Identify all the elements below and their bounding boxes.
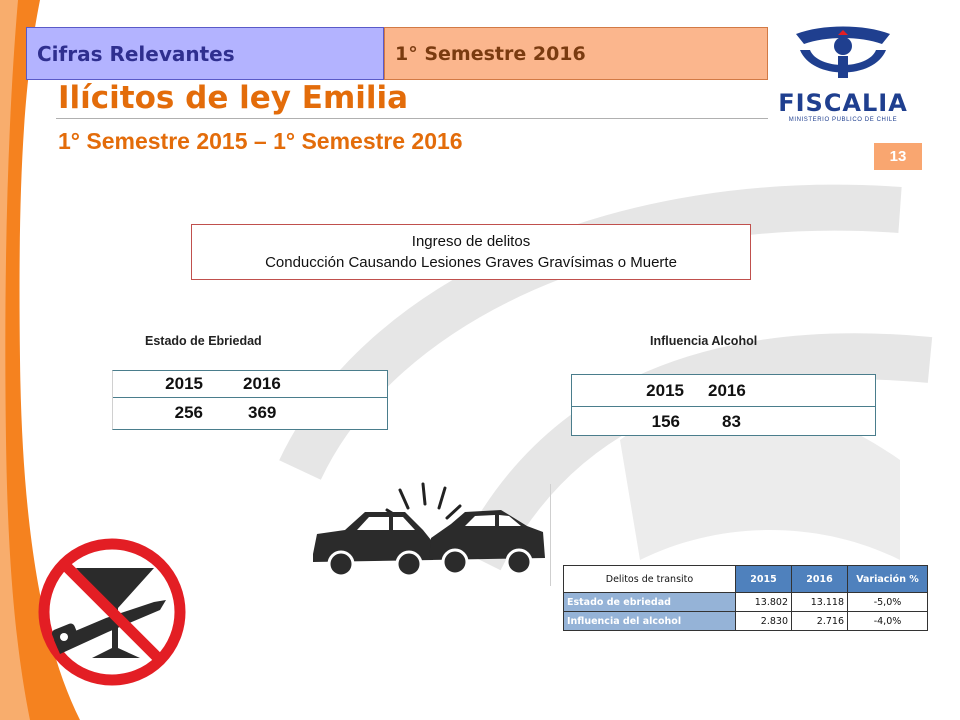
estado-ebriedad-box [112,370,388,430]
table-row [564,612,928,631]
table-header-cell: 2016 [792,566,848,593]
estado-year-2015: 2015 [165,374,203,393]
car-crash-icon [305,482,550,587]
info-box-line2: Conducción Causando Lesiones Graves Gravísimas o Muerte [265,254,677,271]
fiscalia-name: FISCALIA [778,89,908,117]
table-cell: 13.118 [792,593,848,612]
ingreso-delitos-box [191,224,751,280]
table-cell: -5,0% [848,593,928,612]
page-title: Ilícitos de ley Emilia [58,80,409,116]
influencia-alcohol-label: Influencia Alcohol [650,334,758,348]
table-row [564,593,928,612]
table-cell: -4,0% [848,612,928,631]
delitos-transito-table [563,565,928,631]
influencia-year-2015: 2015 [646,380,684,400]
table-cell: 2.830 [736,612,792,631]
influencia-value-2016: 83 [722,411,741,431]
table-row-label: Estado de ebriedad [564,593,736,612]
fiscalia-logo [772,24,914,124]
page-number-badge: 13 [874,143,922,170]
estado-value-2016: 369 [248,403,277,422]
table-cell: 2.716 [792,612,848,631]
title-divider [56,118,768,119]
influencia-alcohol-box [571,374,876,436]
table-row-label: Influencia del alcohol [564,612,736,631]
header-tab-semestre [384,27,768,80]
table-header-cell: Delitos de transito [564,566,736,593]
estado-ebriedad-values [113,398,387,428]
influencia-alcohol-values [572,407,875,436]
table-header-cell: 2015 [736,566,792,593]
table-cell: 13.802 [736,593,792,612]
influencia-year-2016: 2016 [708,380,746,400]
fiscalia-emblem-icon [772,24,914,86]
estado-year-2016: 2016 [243,374,281,393]
table-header-row [564,566,928,593]
table-header-cell: Variación % [848,566,928,593]
header-tab-cifras-label: Cifras Relevantes [37,41,235,66]
estado-ebriedad-years [113,371,387,398]
no-drink-driving-icon [36,536,188,688]
info-box-line1: Ingreso de delitos [411,233,531,250]
influencia-value-2015: 156 [651,411,680,431]
influencia-alcohol-years [572,375,875,407]
illustration-divider [550,484,551,586]
estado-value-2015: 256 [174,403,203,422]
estado-ebriedad-label: Estado de Ebriedad [145,334,262,348]
header-tab-cifras [26,27,384,80]
header-tab-semestre-label: 1° Semestre 2016 [395,42,586,65]
page-subtitle: 1° Semestre 2015 – 1° Semestre 2016 [58,128,463,154]
fiscalia-tagline: MINISTERIO PUBLICO DE CHILE [788,117,898,123]
